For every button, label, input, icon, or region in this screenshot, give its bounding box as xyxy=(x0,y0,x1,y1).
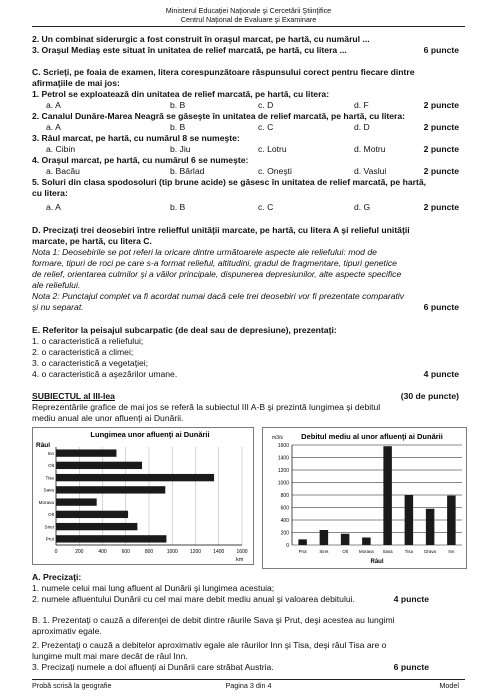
chart1-xtick: 200 xyxy=(75,549,84,555)
c-q2-opt-d: d. D xyxy=(354,122,370,132)
d-note1-line3: de relief, orientarea culmilor şi a văilor principale, dispunerea depresiunilor, alte aspecte specifice xyxy=(32,269,402,279)
footer-right: Model xyxy=(439,681,459,690)
chart2-ytick: 0 xyxy=(286,543,289,549)
e-item-3: 3. o caracteristică a vegetaţiei; xyxy=(32,358,149,368)
footer-center: Pagina 3 din 4 xyxy=(225,681,272,690)
a3-title: A. Precizaţi: xyxy=(32,572,82,582)
chart1-xtick: 0 xyxy=(54,549,58,555)
chart1-bar xyxy=(56,486,165,493)
chart2-title: Debitul mediu al unor afluenţi ai Dunării xyxy=(301,432,443,441)
chart1-xtick: 1200 xyxy=(189,549,202,555)
chart2-ytick: 200 xyxy=(280,530,289,537)
chart2-ytick: 1200 xyxy=(277,468,289,474)
chart2-category: Siret xyxy=(319,549,329,554)
b3-line-4: lungime mult mai mare decât de râul Inn. xyxy=(32,651,188,661)
discharge-chart xyxy=(262,427,467,569)
c-q1-opt-a: a. A xyxy=(46,100,61,110)
c-q4-points: 2 puncte xyxy=(423,166,459,176)
b-item-3-points: 6 puncte xyxy=(423,45,459,55)
c-q5-line1: 5. Soluri din clasa spodosoluri (tip brune acide) se găsesc în unitatea de relief marcată, pe hartă, xyxy=(32,177,426,187)
c-q3-opt-d: d. Motru xyxy=(354,144,386,154)
header-divider xyxy=(32,26,465,27)
chart1-xtick: 600 xyxy=(121,549,130,555)
chart2-category: Olt xyxy=(342,549,348,554)
d-line-1: D. Precizaţi trei deosebiri între reliefful unităţii marcate, pe hartă, cu litera A şi relieful unităţii xyxy=(32,225,410,235)
chart1-category: Morava xyxy=(38,499,54,505)
d-note2-line2: şi nu separat. xyxy=(32,302,84,312)
chart2-category: Inn xyxy=(448,549,455,554)
c-q1: 1. Petrol se exploatează din unitatea de relief marcată, pe hartă, cu litera: xyxy=(32,89,330,99)
chart2-category: Prut xyxy=(298,549,307,554)
chart1-category: Inn xyxy=(47,450,54,456)
c-q2-opt-c: c. C xyxy=(258,122,274,132)
chart2-category: Morava xyxy=(359,549,374,554)
b-item-2: 2. Un combinat siderurgic a fost construit în oraşul marcat, pe hartă, cu numărul ... xyxy=(32,34,370,44)
chart1-bar xyxy=(56,523,137,530)
e-item-4: 4. o caracteristică a aşezărilor umane. xyxy=(32,369,178,379)
e-points: 4 puncte xyxy=(423,369,459,379)
chart2-xlabel: Râul xyxy=(370,559,384,565)
chart1-category: Prut xyxy=(45,536,54,542)
c-q2-points: 2 puncte xyxy=(423,122,459,132)
e-item-1: 1. o caracteristică a reliefului; xyxy=(32,336,144,346)
c-q3-opt-a: a. Cibin xyxy=(46,144,76,154)
c-q3: 3. Râul marcat, pe hartă, cu numărul 8 se numeşte: xyxy=(32,133,240,143)
c-q5-line2: cu litera: xyxy=(32,188,68,198)
chart1-bar xyxy=(56,462,142,469)
d-note1-line2: formare, tipuri de roci pe care s-a format relieful, altitudini, gradul de fragmentare, tipuri genetice xyxy=(32,258,397,268)
chart2-ytick: 1600 xyxy=(277,443,289,449)
chart1-title: Lungimea unor afluenţi ai Dunării xyxy=(90,430,210,439)
chart1-bar xyxy=(56,449,116,456)
c-q1-opt-c: c. D xyxy=(258,100,274,110)
c-q2: 2. Canalul Dunăre-Marea Neagră se găseşte în unitatea de relief marcată, pe hartă, cu litera: xyxy=(32,111,406,121)
c-q4-opt-d: d. Vaslui xyxy=(354,166,387,176)
chart2-frame xyxy=(263,428,467,569)
chart1-category: Sava xyxy=(43,487,54,493)
chart1-bar xyxy=(56,474,214,481)
a3-item-2: 2. numele afluentului Dunării cu cel mai mare debit mediu anual şi valoarea debitului. xyxy=(32,594,355,604)
chart1-xtick: 400 xyxy=(98,549,107,555)
c-q4-opt-a: a. Bacău xyxy=(46,166,80,176)
c-intro-1: C. Scrieţi, pe foaia de examen, litera corespunzătoare răspunsului corect pentru fiecare dintre xyxy=(32,67,415,77)
c-q2-opt-a: a. A xyxy=(46,122,61,132)
chart2-ytick: 800 xyxy=(280,493,289,499)
chart2-bar xyxy=(405,495,414,545)
chart2-bar xyxy=(383,446,392,545)
chart2-category: Drava xyxy=(424,549,436,554)
b3-line-1: B. 1. Prezentaţi o cauză a diferenţei de debit dintre râurile Sava şi Prut, deşi acestea au lungimi xyxy=(32,615,395,625)
chart1-xtick: 1400 xyxy=(213,549,225,555)
b3-points: 6 puncte xyxy=(393,662,429,672)
length-chart xyxy=(32,427,254,565)
chart1-xtick: 800 xyxy=(144,549,154,555)
c-q5-opt-b: b. B xyxy=(170,202,186,212)
chart1-bar xyxy=(56,535,166,542)
chart2-bar xyxy=(298,539,307,545)
chart2-bar xyxy=(362,538,371,546)
chart1-bar xyxy=(56,498,97,505)
c-q4-opt-c: c. Oneşti xyxy=(258,166,292,176)
c-q1-points: 2 puncte xyxy=(423,100,459,110)
a3-item-1: 1. numele celui mai lung afluent al Dunării şi lungimea acestuia; xyxy=(32,583,275,593)
chart1-ylabel: Râul xyxy=(36,442,51,449)
b-item-3: 3. Oraşul Mediaş este situat în unitatea de relief marcată, pe hartă, cu litera ... xyxy=(32,45,347,55)
chart2-category: Sava xyxy=(382,549,393,554)
b3-line-3: 2. Prezentaţi o cauză a debitelor aproximativ egale ale râurilor Inn şi Tisa, deşi râul Tisa are o xyxy=(32,640,387,650)
c-q3-points: 2 puncte xyxy=(423,144,459,154)
d-line-2: marcate, pe hartă, cu litera C. xyxy=(32,236,152,246)
chart2-ytick: 1000 xyxy=(277,480,289,487)
c-q3-opt-c: c. Lotru xyxy=(258,144,287,154)
d-points: 6 puncte xyxy=(423,302,459,312)
chart1-category: Tisa xyxy=(45,475,54,481)
chart2-ytick: 1400 xyxy=(277,455,289,462)
c-q5-opt-d: d. G xyxy=(354,202,371,212)
chart1-category: Olt xyxy=(48,463,54,469)
c-q5-opt-a: a. A xyxy=(46,202,61,212)
header-center: Centrul Naţional de Evaluare şi Examinare xyxy=(180,15,317,24)
c-q3-opt-b: b. Jiu xyxy=(170,144,191,154)
b3-line-5: 3. Precizaţi numele a doi afluenţi ai Dunării care străbat Austria. xyxy=(32,662,274,672)
chart2-bar xyxy=(320,530,329,545)
chart1-category: Siret xyxy=(44,524,54,530)
chart2-ylabel: m3/s xyxy=(272,435,283,441)
b3-line-2: aproximativ egale. xyxy=(32,626,102,636)
e-intro: E. Referitor la peisajul subcarpatic (de deal sau de depresiune), prezentaţi: xyxy=(32,325,337,335)
subject3-intro-2: mediu anual ale unor afluenţi ai Dunării. xyxy=(32,413,184,423)
chart2-category: Tisa xyxy=(404,549,413,554)
chart2-ytick: 400 xyxy=(280,518,289,524)
footer-left: Probă scrisă la geografie xyxy=(32,681,112,690)
chart1-frame xyxy=(33,428,254,565)
subject3-title: SUBIECTUL al III-lea xyxy=(32,391,115,401)
chart1-bar xyxy=(56,511,128,518)
c-q5-points: 2 puncte xyxy=(423,202,459,212)
subject3-intro-1: Reprezentările grafice de mai jos se referă la subiectul III A-B şi prezintă lungimea şi debitul xyxy=(32,402,381,412)
chart1-xtick: 1600 xyxy=(236,549,248,555)
d-note2-line1: Nota 2: Punctajul complet va fi acordat numai dacă cele trei deosebiri vor fi prezentate comparativ xyxy=(32,291,405,301)
c-q5-opt-c: c. C xyxy=(258,202,274,212)
c-intro-2: afirmaţiile de mai jos: xyxy=(32,78,120,88)
header-ministry: Ministerul Educaţiei Naţionale şi Cercetării Ştiinţifice xyxy=(165,6,332,15)
chart1-xtick: 1000 xyxy=(166,549,178,555)
chart2-ytick: 600 xyxy=(280,505,289,512)
a3-points: 4 puncte xyxy=(393,594,429,604)
chart1-category: Olt xyxy=(48,512,54,518)
chart2-bar xyxy=(426,509,435,545)
footer-divider xyxy=(32,679,465,680)
c-q1-opt-b: b. B xyxy=(170,100,186,110)
c-q2-opt-b: b. B xyxy=(170,122,186,132)
e-item-2: 2. o caracteristică a climei; xyxy=(32,347,134,357)
d-note1-line1: Nota 1: Deosebirile se pot referi la oricare dintre următoarele aspecte ale reliefului: mod de xyxy=(32,247,377,257)
chart2-bar xyxy=(447,496,456,545)
chart1-xlabel: km xyxy=(236,557,244,563)
c-q4: 4. Oraşul marcat, pe hartă, cu numărul 6 se numeşte: xyxy=(32,155,249,165)
d-note1-line4: ale reliefului. xyxy=(32,280,81,290)
c-q4-opt-b: b. Bârlad xyxy=(170,166,205,176)
c-q1-opt-d: d. F xyxy=(354,100,369,110)
subject3-points: (30 de puncte) xyxy=(400,391,459,401)
chart2-bar xyxy=(341,534,350,545)
